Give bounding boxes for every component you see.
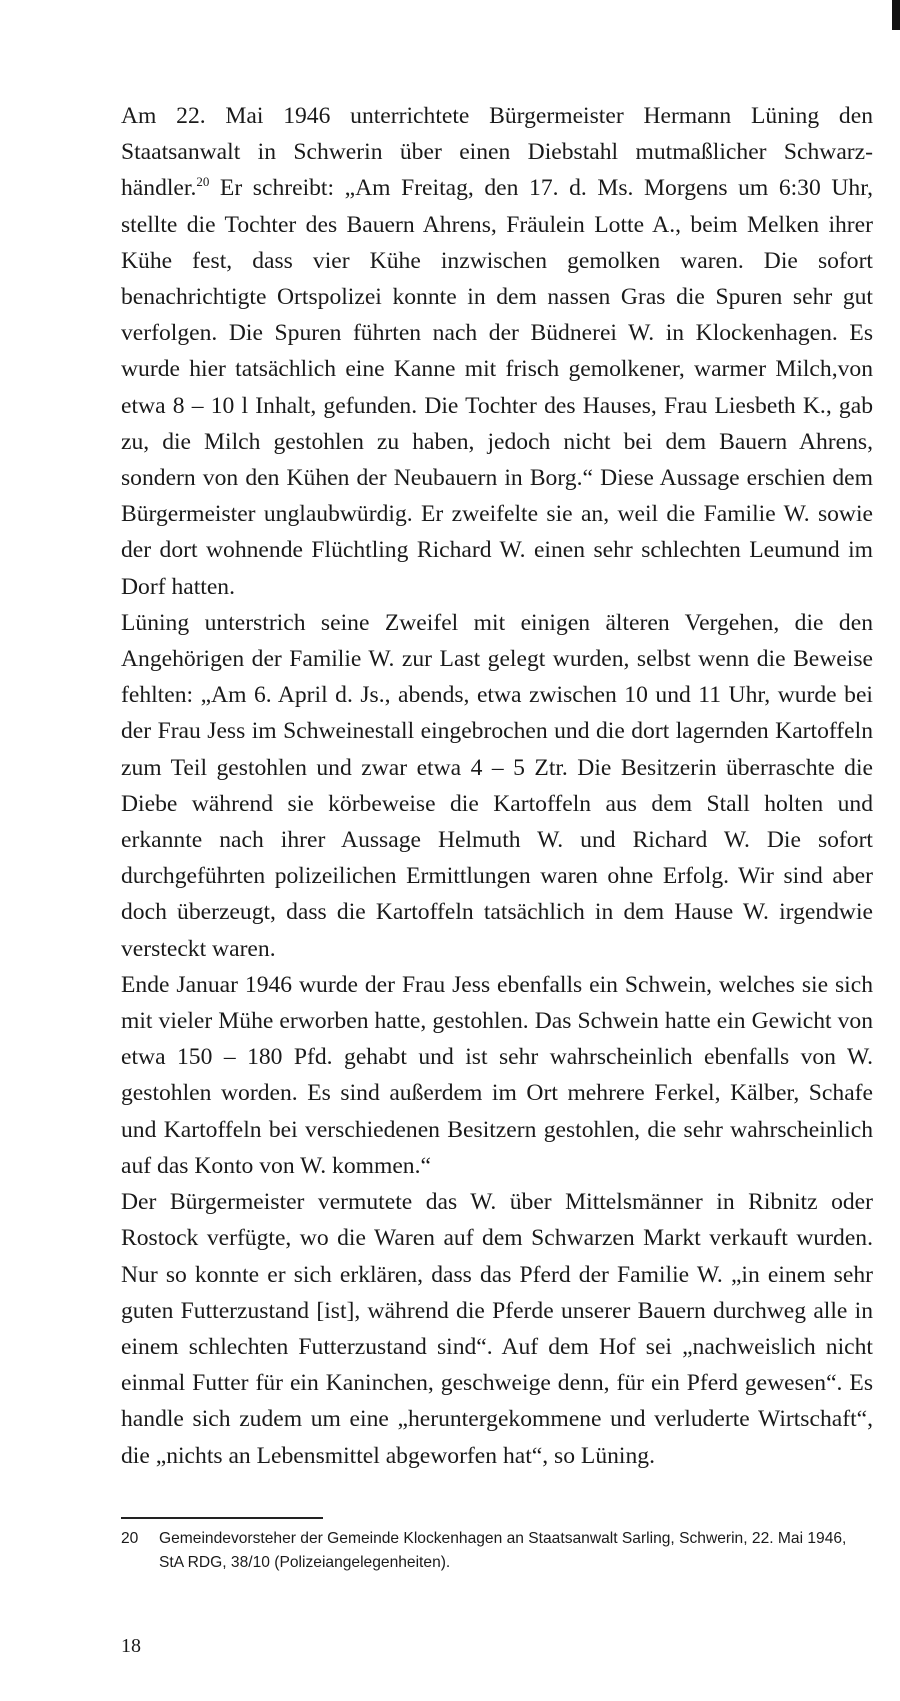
paragraph-2: Lüning unterstrich seine Zweifel mit einigen älteren Vergehen, die den Angehörigen der Familie W. zur Last gelegt wurden, selbst wenn die Beweise fehlten: „Am 6. April d. Js., abends, etwa zwischen 10 und 11 Uhr, wurde bei der Frau Jess im Schweinestall eingebrochen und die dort lagernden Kartoffeln zum Teil gestohlen und zwar etwa 4 – 5 Ztr. Die Besitzerin überraschte die Diebe während sie körbeweise die Kartoffeln aus dem Stall holten und erkannte nach ihrer Aussage Helmuth W. und Richard W. Die sofort durchgeführten polizeilichen Ermittlungen waren ohne Erfolg. Wir sind aber doch überzeugt, dass die Kartoffeln tatsächlich in dem Hause W. irgendwie versteckt waren. (121, 609, 873, 962)
footnote-20 (121, 1527, 856, 1574)
paragraph-1 (121, 98, 873, 605)
page-edge-mark (892, 0, 900, 30)
footnote-separator (121, 1517, 323, 1519)
body-text (121, 98, 873, 1474)
footnote-reference-20[interactable]: 20 (196, 174, 210, 190)
page-number: 18 (121, 1635, 141, 1657)
paragraph-1-continuation: Er schreibt: „Am Freitag, den 17. d. Ms. Morgens um 6:30 Uhr, stellte die Tochter des Bauern Ahrens, Fräulein Lotte A., beim Melken ihrer Kühe fest, dass vier Kühe inzwischen gemolken waren. Die sofort benachrichtigte Ortspolizei konnte in dem nassen Gras die Spuren sehr gut verfolgen. Die Spuren führten nach der Büdnerei W. in Klockenhagen. Es wurde hier tatsächlich eine Kanne mit frisch gemolkener, warmer Milch,von etwa 8 – 10 l Inhalt, gefunden. Die Tochter des Hauses, Frau Liesbeth K., gab zu, die Milch gestohlen zu haben, jedoch nicht bei dem Bauern Ahrens, sondern von den Kühen der Neubauern in Borg.“ Diese Aussage erschien dem Bürgermeister unglaubwürdig. Er zweifelte sie an, weil die Familie W. sowie der dort wohnende Flüchtling Richard W. einen sehr schlechten Leumund im Dorf hatten. (121, 175, 873, 600)
footnote-text: Gemeindevorsteher der Gemeinde Klockenhagen an Staatsanwalt Sarling, Schwerin, 22. Mai 1946, StA RDG, 38/10 (Polizeiangelegenheiten). (159, 1530, 847, 1571)
paragraph-4: Der Bürgermeister vermutete das W. über Mittelsmänner in Ribnitz oder Rostock verfügte, wo die Waren auf dem Schwarzen Markt verkauft wurden. Nur so konnte er sich erklären, dass das Pferd der Familie W. „in einem sehr guten Futterzustand [ist], während die Pferde unserer Bauern durchweg alle in einem schlechten Futterzustand sind“. Auf dem Hof sei „nachweislich nicht einmal Futter für ein Kaninchen, geschweige denn, für ein Pferd gewesen“. Es handle sich zudem um eine „heruntergekommene und verluderte Wirtschaft“, die „nichts an Lebensmittel abgeworfen hat“, so Lüning. (121, 1189, 873, 1469)
paragraph-3: Ende Januar 1946 wurde der Frau Jess ebenfalls ein Schwein, welches sie sich mit vieler Mühe erworben hatte, gestohlen. Das Schwein hatte ein Gewicht von etwa 150 – 180 Pfd. gehabt und ist sehr wahrscheinlich ebenfalls von W. gestohlen worden. Es sind außerdem im Ort mehrere Ferkel, Kälber, Schafe und Kartoffeln bei verschiedenen Besitzern gestohlen, die sehr wahrscheinlich auf das Konto von W. kommen.“ (121, 971, 873, 1179)
footnote-number: 20 (121, 1530, 139, 1547)
paragraph-1-opening: Am 22. Mai 1946 unterrichtete Bürgermeister Hermann Lüning den Staatsanwalt in Schwerin über einen Diebstahl mutmaßlicher Schwarzhändler. (121, 103, 873, 202)
